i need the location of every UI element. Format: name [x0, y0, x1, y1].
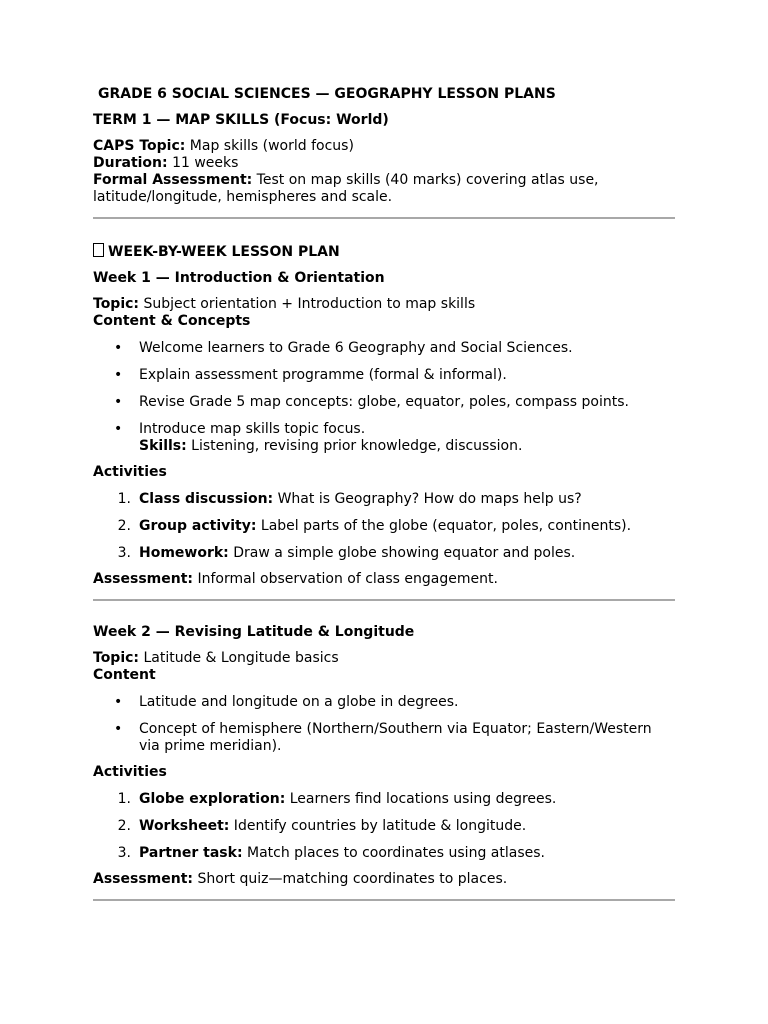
list-item: • Latitude and longitude on a globe in degrees. [114, 694, 459, 710]
bullet-icon: • [114, 367, 123, 383]
list-item: • Welcome learners to Grade 6 Geography and Social Sciences. [114, 340, 573, 356]
term-info [93, 138, 675, 206]
bullet-icon: • [114, 394, 123, 410]
list-number: 2. [117, 518, 131, 534]
list-item: • Concept of hemisphere (Northern/Southern via Equator; Eastern/Western via prime meridian). [114, 721, 652, 754]
week2-content-list [93, 694, 675, 755]
list-number: 3. [117, 845, 131, 861]
list-number: 1. [117, 791, 131, 807]
week1-topic: Topic: Subject orientation + Introduction to map skills [93, 296, 476, 312]
list-item: 1. Class discussion: What is Geography? How do maps help us? [93, 491, 675, 508]
week1-heading: Week 1 — Introduction & Orientation [93, 270, 385, 286]
week2-topic: Topic: Latitude & Longitude basics [93, 650, 339, 666]
week2-assessment: Assessment: Short quiz—matching coordinates to places. [93, 871, 508, 887]
list-item: • Revise Grade 5 map concepts: globe, equator, poles, compass points. [114, 394, 629, 410]
bullet-icon: • [114, 421, 123, 437]
week1-content-heading: Content & Concepts [93, 313, 251, 329]
list-number: 3. [117, 545, 131, 561]
divider [93, 899, 675, 901]
week1-activities-list [93, 491, 675, 562]
list-item: 2. Worksheet: Identify countries by latitude & longitude. [93, 818, 675, 835]
list-item: 2. Group activity: Label parts of the globe (equator, poles, continents). [93, 518, 675, 535]
divider [93, 217, 675, 219]
week1-activities-heading: Activities [93, 464, 167, 480]
week2-activities-list [93, 791, 675, 862]
list-item: 1. Globe exploration: Learners find locations using degrees. [93, 791, 675, 808]
formal-assessment-cont: latitude/longitude, hemispheres and scale. [93, 189, 393, 205]
list-number: 2. [117, 818, 131, 834]
bullet-icon: • [114, 694, 123, 710]
page-title: GRADE 6 SOCIAL SCIENCES — GEOGRAPHY LESSON PLANS [98, 86, 556, 102]
bullet-icon: • [114, 721, 123, 737]
list-number: 1. [117, 491, 131, 507]
caps-topic: CAPS Topic: Map skills (world focus) [93, 138, 354, 154]
bullet-icon: • [114, 340, 123, 356]
formal-assessment: Formal Assessment: Test on map skills (40 marks) covering atlas use, [93, 172, 599, 188]
divider [93, 599, 675, 601]
week2-heading: Week 2 — Revising Latitude & Longitude [93, 624, 415, 640]
week1-assessment: Assessment: Informal observation of class engagement. [93, 571, 498, 587]
term-heading: TERM 1 — MAP SKILLS (Focus: World) [93, 112, 389, 128]
week2-activities-heading: Activities [93, 764, 167, 780]
week1-content-list [93, 340, 675, 455]
document-content [93, 86, 675, 901]
duration: Duration: 11 weeks [93, 155, 239, 171]
list-item: • Introduce map skills topic focus. Skills: Listening, revising prior knowledge, discussion. [114, 421, 523, 454]
plan-heading: WEEK-BY-WEEK LESSON PLAN [93, 243, 675, 261]
list-item: 3. Partner task: Match places to coordinates using atlases. [93, 845, 675, 862]
list-item: • Explain assessment programme (formal & informal). [114, 367, 507, 383]
week2-content-heading: Content [93, 667, 156, 683]
list-item: 3. Homework: Draw a simple globe showing equator and poles. [93, 545, 675, 562]
missing-glyph-icon [93, 243, 104, 257]
